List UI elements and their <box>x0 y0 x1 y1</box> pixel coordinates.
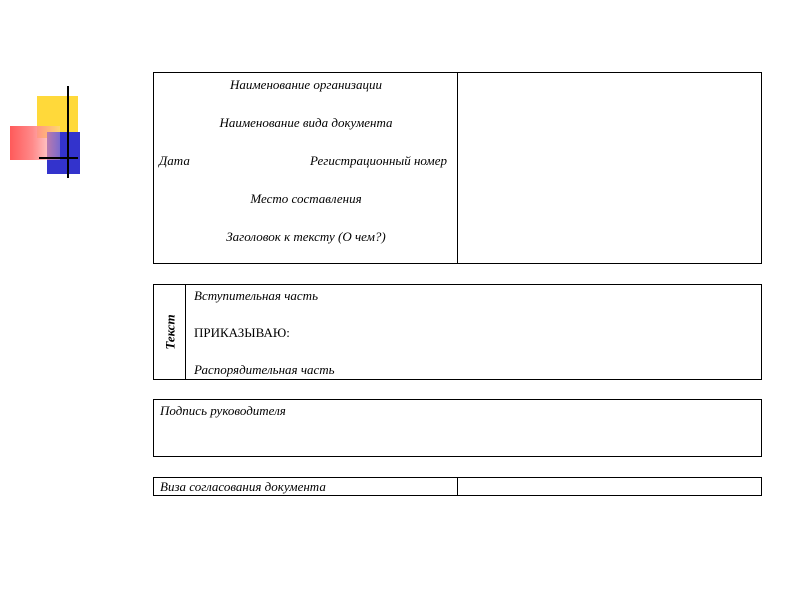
order-word: ПРИКАЗЫВАЮ: <box>194 325 290 340</box>
header-block <box>153 72 762 264</box>
org-name: Наименование организации <box>229 77 383 92</box>
reg-number-field: Регистрационный номер <box>310 153 447 168</box>
text-content <box>186 285 761 379</box>
signature-block <box>153 399 762 457</box>
text-block <box>153 284 762 380</box>
visa-block <box>153 477 762 496</box>
visa-label: Виза согласования документа <box>160 479 326 494</box>
directive-part: Распорядительная часть <box>194 362 335 377</box>
logo-red-gradient <box>10 126 60 160</box>
logo-vertical-line <box>67 86 69 178</box>
heading-field: Заголовок к тексту (О чем?) <box>226 229 386 244</box>
doc-type: Наименование вида документа <box>219 115 393 130</box>
header-fields <box>154 73 458 263</box>
date-field: Дата <box>159 153 190 168</box>
date-reg-row <box>159 153 447 168</box>
signature-label: Подпись руководителя <box>160 403 286 418</box>
place-field: Место составления <box>250 191 362 206</box>
visa-empty-cell <box>458 478 761 495</box>
text-side-label: Текст <box>162 314 177 350</box>
logo-horizontal-line <box>39 157 78 159</box>
decorative-logo-icon <box>0 0 100 200</box>
visa-label-cell <box>154 478 458 495</box>
intro-part: Вступительная часть <box>194 288 318 303</box>
header-empty-cell <box>458 73 761 263</box>
text-side-label-cell <box>154 285 186 379</box>
